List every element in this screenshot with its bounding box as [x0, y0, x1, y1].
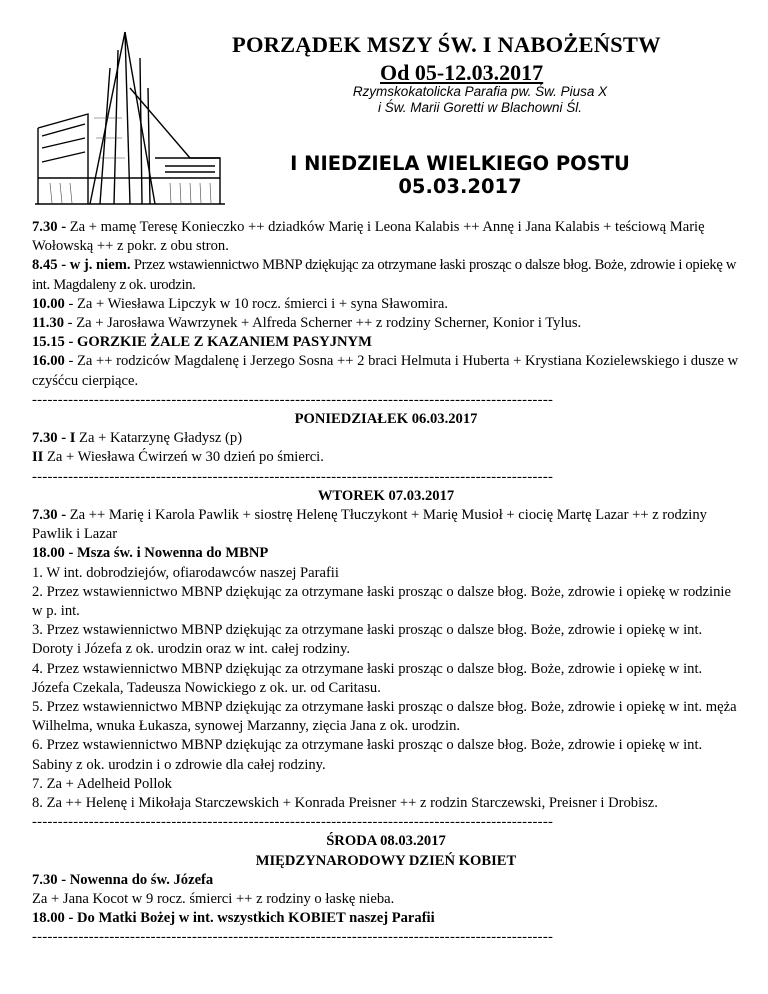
separator: ----------------------------------------------------------------------------------------------------- — [32, 391, 554, 408]
page-title: PORZĄDEK MSZY ŚW. I NABOŻEŃSTW — [232, 32, 661, 57]
sunday-mass-1: 7.30 - Za + mamę Teresę Konieczko ++ dziadków Marię i Leona Kalabis ++ Annę i Jana Kalabis + teściową Marię Wołowską ++ z pokr. z obu stron. — [32, 219, 705, 255]
sunday-heading — [200, 152, 720, 198]
separator: ----------------------------------------------------------------------------------------------------- — [32, 468, 554, 485]
intention-item: 3. Przez wstawiennictwo MBNP dziękując za otrzymane łaski prosząc o dalsze błog. Boże, zdrowie i opiekę w int. Doroty i Józefa z ok. urodzin oraz w int. całej rodziny. — [32, 622, 703, 658]
wednesday-mass-1-text: Za + Jana Kocot w 9 rocz. śmierci ++ z rodziny o łaskę nieba. — [32, 891, 395, 908]
monday-mass-2: II Za + Wiesława Ćwirzeń w 30 dzień po śmierci. — [32, 449, 324, 466]
monday-heading: PONIEDZIAŁEK 06.03.2017 — [294, 411, 478, 428]
wednesday-subheading: MIĘDZYNARODOWY DZIEŃ KOBIET — [255, 852, 517, 869]
tuesday-heading: WTOREK 07.03.2017 — [317, 487, 455, 504]
sunday-title: I NIEDZIELA WIELKIEGO POSTU — [290, 152, 630, 175]
page-header — [0, 0, 768, 200]
separator: ----------------------------------------------------------------------------------------------------- — [32, 929, 554, 946]
intention-item: 2. Przez wstawiennictwo MBNP dziękując za otrzymane łaski prosząc o dalsze błog. Boże, zdrowie i opiekę w rodzinie w p. int. — [32, 583, 731, 620]
parish-line-2: i Św. Marii Goretti w Blachowni Śl. — [377, 100, 583, 115]
monday-mass-1: 7.30 - I Za + Katarzynę Gładysz (p) — [32, 430, 243, 447]
tuesday-mass-2-heading: 18.00 - Msza św. i Nowenna do MBNP — [32, 545, 269, 562]
sunday-mass-6: 16.00 - Za ++ rodziców Magdalenę i Jerzego Sosna ++ 2 braci Helmuta i Huberta + Krystiana Kozielewskiego i dusze w czyśćcu cierpiące. — [32, 353, 739, 389]
intention-item: 4. Przez wstawiennictwo MBNP dziękując za otrzymane łaski prosząc o dalsze błog. Boże, zdrowie i opiekę w int. Józefa Czekala, Tadeusza Nowickiego z ok. ur. od Caritasu. — [32, 660, 703, 696]
mass-schedule — [32, 218, 740, 948]
tuesday-mass-1: 7.30 - Za ++ Marię i Karola Pawlik + siostrę Helenę Tłuczykont + Marię Musioł + ciocię Martę Lazar ++ z rodziny Pawlik i Lazar — [32, 507, 707, 543]
intention-item: 7. Za + Adelheid Pollok — [32, 775, 172, 792]
sunday-service-5: 15.15 - GORZKIE ŻALE Z KAZANIEM PASYJNYM — [32, 334, 372, 351]
sunday-mass-3: 10.00 - Za + Wiesława Lipczyk w 10 rocz. śmierci i + syna Sławomira. — [32, 295, 449, 312]
parish-line-1: Rzymskokatolicka Parafia pw. Św. Piusa X — [352, 84, 608, 99]
intention-item: 8. Za ++ Helenę i Mikołaja Starczewskich + Konrada Preisner ++ z rodzin Starczewski, Preisner i Drobisz. — [32, 795, 658, 812]
sunday-date: 05.03.2017 — [398, 175, 522, 198]
church-drawing-icon — [30, 28, 226, 206]
sunday-mass-4: 11.30 - Za + Jarosława Wawrzynek + Alfreda Scherner ++ z rodziny Scherner, Konior i Tylus. — [32, 315, 582, 332]
intention-item: 6. Przez wstawiennictwo MBNP dziękując za otrzymane łaski prosząc o dalsze błog. Boże, zdrowie i opiekę w int. Sabiny z ok. urodzin i o zdrowie dla całej rodziny. — [32, 737, 703, 773]
date-range: Od 05-12.03.2017 — [380, 60, 544, 85]
separator: ----------------------------------------------------------------------------------------------------- — [32, 814, 554, 831]
wednesday-mass-1-heading: 7.30 - Nowenna do św. Józefa — [32, 871, 214, 888]
intention-item: 1. W int. dobrodziejów, ofiarodawców naszej Parafii — [32, 564, 339, 581]
intention-item: 5. Przez wstawiennictwo MBNP dziękując za otrzymane łaski prosząc o dalsze błog. Boże, zdrowie i opiekę w int. męża Wilhelma, wnuka Łukasza, synowej Marzanny, zięcia Jana z ok. urodzin. — [32, 699, 737, 735]
wednesday-heading: ŚRODA 08.03.2017 — [326, 833, 446, 850]
sunday-mass-2: 8.45 - w j. niem. Przez wstawiennictwo MBNP dziękując za otrzymane łaski prosząc o dalsze błog. Boże, zdrowie i opiekę w int. Magdaleny z ok. urodzin. — [32, 257, 737, 293]
parish-name — [320, 84, 640, 116]
wednesday-mass-2-heading: 18.00 - Do Matki Bożej w int. wszystkich KOBIET naszej Parafii — [32, 910, 435, 927]
